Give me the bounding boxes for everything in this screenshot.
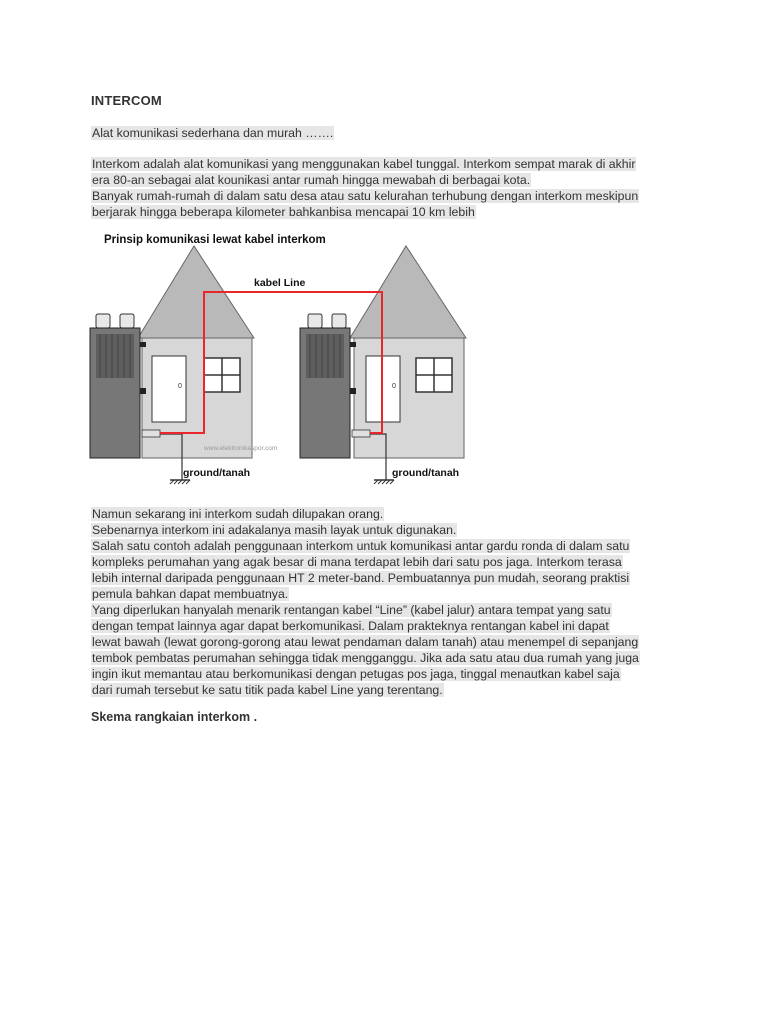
paragraph-line: ingin ikut memantau atau berkomunikasi dengan petugas pos jaga, tinggal menautkan kabel saja	[92, 667, 620, 681]
subtitle-text: Alat komunikasi sederhana dan murah …….	[92, 126, 334, 140]
paragraph-intro	[91, 155, 691, 219]
paragraph-line: Namun sekarang ini interkom sudah dilupakan orang.	[92, 507, 384, 521]
paragraph-line: Interkom adalah alat komunikasi yang menggunakan kabel tunggal. Interkom sempat marak di akhir	[92, 157, 636, 171]
paragraph-line: Yang diperlukan hanyalah menarik rentangan kabel “Line” (kabel jalur) antara tempat yang satu	[92, 603, 611, 617]
paragraph-main	[91, 505, 691, 697]
paragraph-line: dengan tempat lainnya agar dapat berkomunikasi. Dalam prakteknya rentangan kabel ini dapat	[92, 619, 609, 633]
cable-label: kabel Line	[254, 277, 306, 289]
figure-caption: Prinsip komunikasi lewat kabel interkom	[104, 234, 326, 246]
paragraph-line: lebih internal daripada penggunaan HT 2 meter-band. Pembuatannya pun mudah, seorang praktisi	[92, 571, 630, 585]
paragraph-line: tembok pembatas perumahan sehingga tidak mengganggu. Jika ada satu atau dua rumah yang juga	[92, 651, 639, 665]
subtitle-block	[91, 124, 691, 140]
paragraph-line: berjarak hingga beberapa kilometer bahkanbisa mencapai 10 km lebih	[92, 205, 475, 219]
paragraph-line: kompleks perumahan yang agak besar di mana terdapat lebih dari satu pos jaga. Interkom terasa	[92, 555, 622, 569]
paragraph-line: pemula bahkan dapat membuatnya.	[92, 587, 289, 601]
paragraph-line: dari rumah tersebut ke satu titik pada kabel Line yang terentang.	[92, 683, 443, 697]
paragraph-line: era 80-an sebagai alat kounikasi antar rumah hingga mewabah di berbagai kota.	[92, 173, 531, 187]
right-window	[416, 358, 452, 392]
paragraph-line: Sebenarnya interkom ini adakalanya masih layak untuk digunakan.	[92, 523, 457, 537]
schematic-heading: Skema rangkaian interkom .	[91, 710, 258, 724]
left-ground-label: ground/tanah	[183, 467, 251, 479]
paragraph-line: Salah satu contoh adalah penggunaan interkom untuk komunikasi antar gardu ronda di dalam satu	[92, 539, 630, 553]
left-door-knob: 0	[178, 383, 182, 390]
intercom-diagram	[86, 228, 486, 496]
watermark-text: www.elektronikaspor.com	[204, 445, 278, 452]
right-door-knob: 0	[392, 383, 396, 390]
right-ground-label: ground/tanah	[392, 467, 460, 479]
document-title: INTERCOM	[91, 93, 162, 108]
paragraph-line: lewat bawah (lewat gorong-gorong atau lewat pendaman dalam tanah) atau menempel di sepanjang	[92, 635, 639, 649]
left-window	[204, 358, 240, 392]
paragraph-line: Banyak rumah-rumah di dalam satu desa atau satu kelurahan terhubung dengan interkom meskipun	[92, 189, 639, 203]
